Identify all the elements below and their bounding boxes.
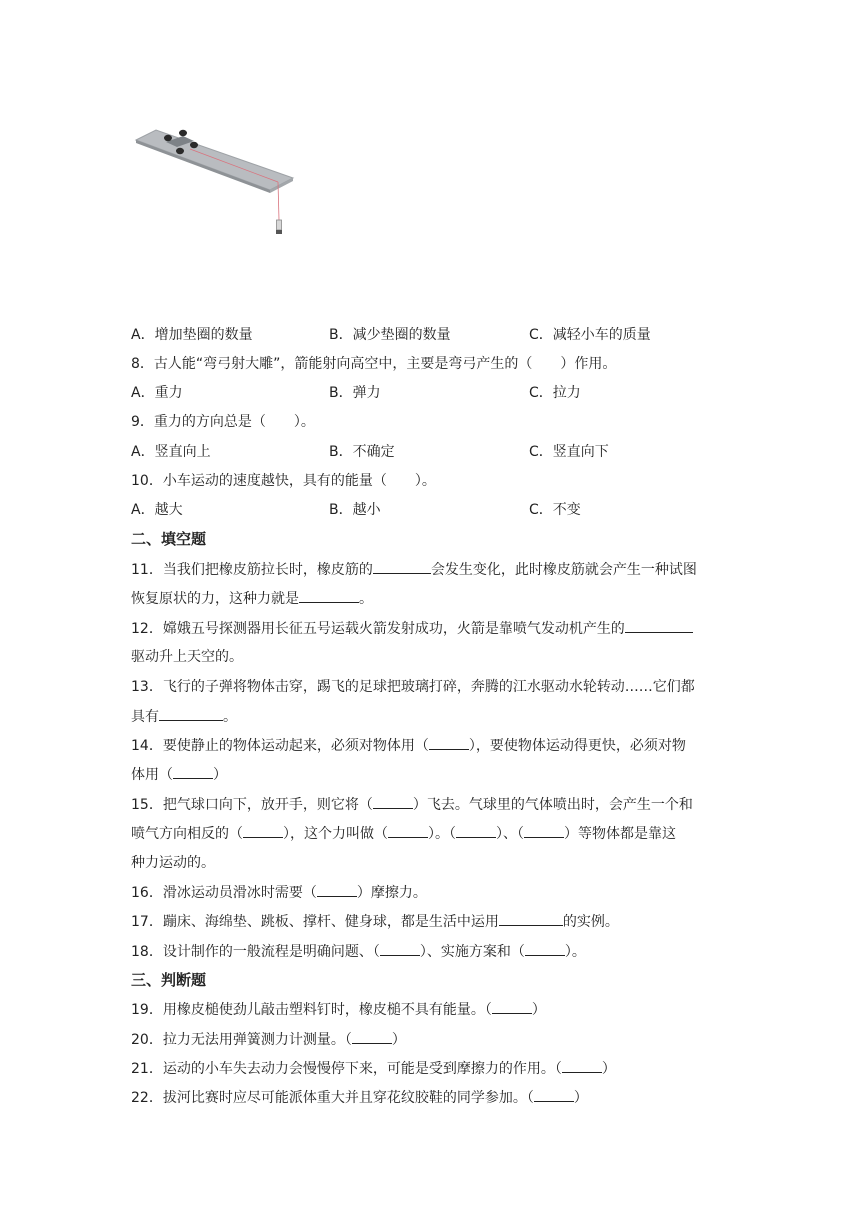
q7-option-c: C．减轻小车的质量 [529,327,651,343]
q18-blank-2 [525,940,565,956]
q22-text-2: ） [573,1090,588,1106]
q15-text-3: 喷气方向相反的（ [131,826,243,842]
q21-blank-1 [562,1057,602,1073]
q18-text-2: ）、实施方案和（ [419,944,525,960]
q9-option-b: B．不确定 [329,444,395,460]
q8-options [131,382,831,404]
q10-option-c: C．不变 [529,502,581,518]
q13-line1: 13．飞行的子弹将物体击穿，踢飞的足球把玻璃打碎，奔腾的江水驱动水轮转动……它们都 [131,679,695,695]
q14-text-3: 体用（ [131,767,173,783]
q22-blank-1 [534,1086,574,1102]
q17-blank-1 [499,910,563,926]
q14-line2 [131,763,731,786]
q11-blank-1 [373,558,431,574]
q10-option-a: A．越大 [131,502,183,518]
q9-options [131,441,831,463]
q15-line1 [131,793,731,816]
q21-text-1: 21．运动的小车失去动力会慢慢停下来，可能是受到摩擦力的作用。（ [131,1061,562,1077]
q14-text-4: ） [213,767,227,783]
q8-option-a: A．重力 [131,385,183,401]
q15-text-6: ）、（ [496,826,524,842]
q15-text-5: ）。（ [428,826,456,842]
q15-line3: 种力运动的。 [131,855,215,871]
q15-text-1: 15．把气球口向下，放开手，则它将（ [131,797,373,813]
q13-text-2: 。 [223,709,237,725]
q12-text-1: 12．嫦娥五号探测器用长征五号运载火箭发射成功，火箭是靠喷气发动机产生的 [131,621,625,637]
q22-text-1: 22．拔河比赛时应尽可能派体重大并且穿花纹胶鞋的同学参加。（ [131,1090,534,1106]
q12-blank-1 [625,617,693,633]
q9-option-a: A．竖直向上 [131,444,211,460]
q17-text-2: 的实例。 [562,914,619,930]
q7-option-b: B．减少垫圈的数量 [329,327,451,343]
q11-text-2: 会发生变化，此时橡皮筋就会产生一种试图 [430,562,697,578]
q19-text-2: ） [531,1002,546,1018]
q17-line [131,910,731,933]
cart-experiment-figure [128,120,308,260]
q18-line [131,940,731,963]
q15-blank-3 [388,822,428,838]
q11-line2 [131,587,731,610]
q12-line2: 驱动升上天空的。 [131,649,243,665]
q18-text-1: 18．设计制作的一般流程是明确问题、（ [131,944,380,960]
q15-text-2: ）飞去。气球里的气体喷出时，会产生一个和 [412,797,693,813]
section-true-false-heading: 三、判断题 [131,971,207,989]
q13-text-1: 具有 [131,709,159,725]
q8-option-c: C．拉力 [529,385,581,401]
q20-line [131,1028,731,1051]
q21-text-2: ） [601,1061,616,1077]
q13-blank-1 [159,705,223,721]
q8-text: 8．古人能“弯弓射大雕”，箭能射向高空中，主要是弯弓产生的（ ）作用。 [131,356,617,372]
q17-text-1: 17．蹦床、海绵垫、跳板、撑杆、健身球，都是生活中运用 [131,914,499,930]
q16-text-1: 16．滑冰运动员滑冰时需要（ [131,885,317,901]
q11-line1 [131,558,731,581]
q11-text-3: 恢复原状的力，这种力就是 [131,591,299,607]
q18-blank-1 [380,940,420,956]
q10-text: 10．小车运动的速度越快，具有的能量（ ）。 [131,473,436,489]
q15-blank-5 [524,822,564,838]
q11-text-1: 11．当我们把橡皮筋拉长时，橡皮筋的 [131,562,373,578]
q14-blank-2 [173,763,213,779]
q14-text-2: ），要使物体运动得更快，必须对物 [468,738,686,754]
q16-blank-1 [317,881,357,897]
q9-text: 9．重力的方向总是（ ）。 [131,414,315,430]
q8-option-b: B．弹力 [329,385,381,401]
q19-text-1: 19．用橡皮槌使劲儿敲击塑料钉时，橡皮槌不具有能量。（ [131,1002,492,1018]
q14-blank-1 [429,734,469,750]
q19-line [131,998,731,1021]
q15-line2 [131,822,731,845]
q20-blank-1 [352,1028,392,1044]
q12-line1 [131,617,731,640]
q13-line2 [131,705,731,728]
q15-text-7: ）等物体都是靠这 [564,826,676,842]
q11-text-4: 。 [359,591,373,607]
q10-option-b: B．越小 [329,502,381,518]
q21-line [131,1057,731,1080]
q15-text-4: ），这个力叫做（ [283,826,388,842]
q16-line [131,881,731,904]
q9-option-c: C．竖直向下 [529,444,609,460]
q20-text-1: 20．拉力无法用弹簧测力计测量。（ [131,1032,352,1048]
q14-text-1: 14．要使静止的物体运动起来，必须对物体用（ [131,738,429,754]
q14-line1 [131,734,731,757]
q19-blank-1 [492,998,532,1014]
q10-options [131,499,831,521]
section-fill-in-heading: 二、填空题 [131,530,207,548]
q11-blank-2 [299,587,359,603]
q15-blank-2 [243,822,283,838]
q16-text-2: ）摩擦力。 [356,885,427,901]
q18-text-3: ）。 [564,944,586,960]
q15-blank-1 [373,793,413,809]
q7-option-a: A．增加垫圈的数量 [131,327,253,343]
q7-options [131,324,831,346]
q20-text-2: ） [391,1032,406,1048]
q22-line [131,1086,731,1109]
q15-blank-4 [456,822,496,838]
